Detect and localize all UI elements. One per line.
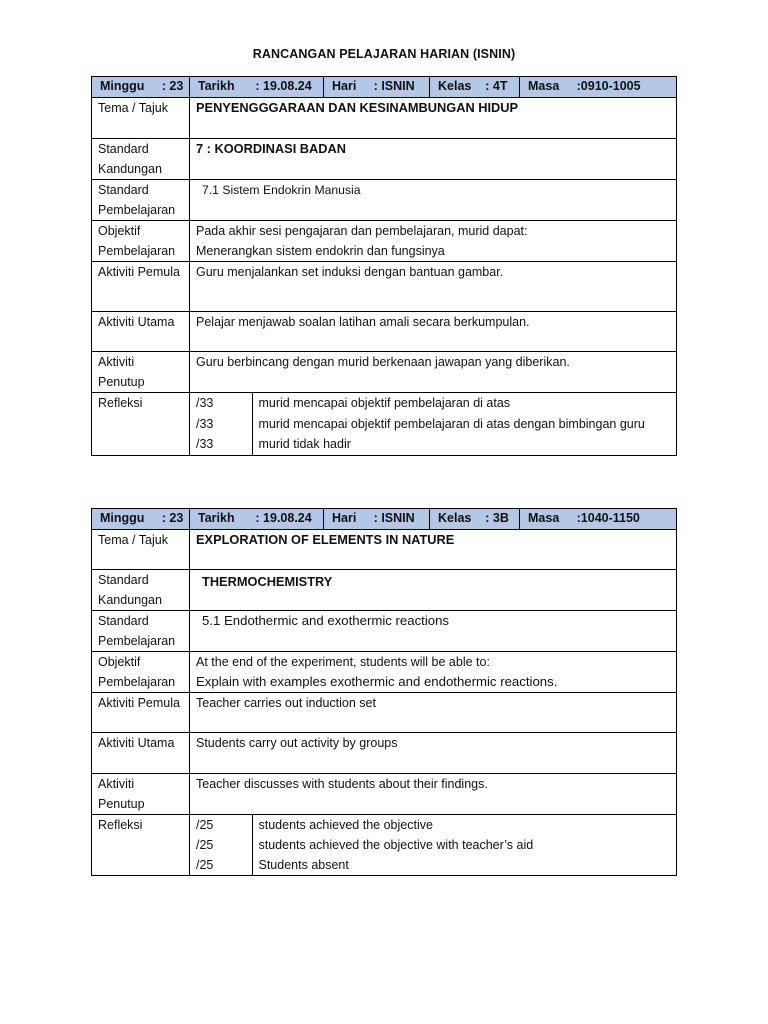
tarikh-cell: Tarikh : 19.08.24 [190, 77, 324, 98]
refleksi-count: /25 [190, 855, 252, 875]
refleksi-line [190, 414, 676, 435]
standard-pembelajaran-row [92, 611, 677, 652]
aktiviti-penutup-value: Guru berbincang dengan murid berkenaan jawapan yang diberikan. [190, 352, 677, 393]
refleksi-count: /25 [190, 815, 252, 835]
objektif-label: Objektif Pembelajaran [92, 652, 190, 693]
tema-row [92, 530, 677, 570]
standard-kandungan-value: 7 : KOORDINASI BADAN [190, 139, 677, 180]
tema-row [92, 98, 677, 139]
standard-kandungan-label: Standard Kandungan [92, 139, 190, 180]
lesson-plan-table-1 [91, 76, 677, 456]
aktiviti-utama-row [92, 312, 677, 352]
standard-pembelajaran-label: Standard Pembelajaran [92, 611, 190, 652]
refleksi-count: /25 [190, 835, 252, 855]
tema-value: PENYENGGGARAAN DAN KESINAMBUNGAN HIDUP [190, 98, 677, 139]
refleksi-text: Students absent [258, 858, 349, 872]
aktiviti-utama-value: Students carry out activity by groups [190, 733, 677, 774]
aktiviti-penutup-row [92, 352, 677, 393]
aktiviti-pemula-label: Aktiviti Pemula [92, 262, 190, 312]
plan-header-row [92, 509, 677, 530]
standard-kandungan-row [92, 139, 677, 180]
aktiviti-utama-label: Aktiviti Utama [92, 733, 190, 774]
kelas-cell: Kelas : 4T [430, 77, 520, 98]
objektif-value [190, 652, 677, 693]
objektif-text: Explain with examples exothermic and endothermic reactions. [196, 674, 558, 689]
refleksi-count: /33 [190, 434, 252, 455]
standard-pembelajaran-label: Standard Pembelajaran [92, 180, 190, 221]
refleksi-line [190, 855, 676, 875]
refleksi-text: students achieved the objective with teacher’s aid [258, 838, 534, 852]
refleksi-label: Refleksi [92, 393, 190, 456]
minggu-cell: Minggu : 23 [92, 509, 190, 530]
standard-pembelajaran-row [92, 180, 677, 221]
refleksi-count: /33 [190, 393, 252, 414]
objektif-row [92, 221, 677, 262]
standard-pembelajaran-value: 5.1 Endothermic and exothermic reactions [190, 611, 677, 652]
objektif-label: Objektif Pembelajaran [92, 221, 190, 262]
objektif-intro: At the end of the experiment, students will be able to: [196, 655, 490, 669]
refleksi-line [190, 815, 676, 835]
lesson-plan-table-2 [91, 508, 677, 876]
aktiviti-pemula-row [92, 262, 677, 312]
hari-cell: Hari : ISNIN [324, 509, 430, 530]
aktiviti-pemula-value: Guru menjalankan set induksi dengan bantuan gambar. [190, 262, 677, 312]
refleksi-line [190, 434, 676, 455]
aktiviti-penutup-label: Aktiviti Penutup [92, 352, 190, 393]
plan-header-row [92, 77, 677, 98]
standard-kandungan-row [92, 570, 677, 611]
aktiviti-utama-row [92, 733, 677, 774]
refleksi-text: students achieved the objective [258, 818, 433, 832]
aktiviti-penutup-row [92, 774, 677, 815]
refleksi-row [92, 393, 677, 456]
objektif-intro: Pada akhir sesi pengajaran dan pembelajaran, murid dapat: [196, 224, 528, 238]
minggu-cell: Minggu : 23 [92, 77, 190, 98]
aktiviti-penutup-value: Teacher discusses with students about their findings. [190, 774, 677, 815]
standard-pembelajaran-value: 7.1 Sistem Endokrin Manusia [190, 180, 677, 221]
aktiviti-utama-label: Aktiviti Utama [92, 312, 190, 352]
refleksi-line [190, 835, 676, 855]
aktiviti-pemula-value: Teacher carries out induction set [190, 693, 677, 733]
refleksi-value [190, 393, 677, 456]
refleksi-count: /33 [190, 414, 252, 435]
objektif-value [190, 221, 677, 262]
refleksi-label: Refleksi [92, 815, 190, 876]
aktiviti-penutup-label: Aktiviti Penutup [92, 774, 190, 815]
refleksi-row [92, 815, 677, 876]
refleksi-text: murid tidak hadir [258, 437, 351, 451]
aktiviti-pemula-row [92, 693, 677, 733]
objektif-text: Menerangkan sistem endokrin dan fungsinya [196, 244, 445, 258]
kelas-cell: Kelas : 3B [430, 509, 520, 530]
tema-label: Tema / Tajuk [92, 98, 190, 139]
aktiviti-utama-value: Pelajar menjawab soalan latihan amali secara berkumpulan. [190, 312, 677, 352]
masa-cell: Masa :1040-1150 [520, 509, 677, 530]
standard-kandungan-value: THERMOCHEMISTRY [190, 570, 677, 611]
tarikh-cell: Tarikh : 19.08.24 [190, 509, 324, 530]
refleksi-line [190, 393, 676, 414]
refleksi-text: murid mencapai objektif pembelajaran di atas dengan bimbingan guru [258, 416, 645, 431]
masa-cell: Masa :0910-1005 [520, 77, 677, 98]
hari-cell: Hari : ISNIN [324, 77, 430, 98]
tema-value: EXPLORATION OF ELEMENTS IN NATURE [190, 530, 677, 570]
objektif-row [92, 652, 677, 693]
standard-kandungan-label: Standard Kandungan [92, 570, 190, 611]
aktiviti-pemula-label: Aktiviti Pemula [92, 693, 190, 733]
refleksi-value [190, 815, 677, 876]
refleksi-text: murid mencapai objektif pembelajaran di atas [258, 396, 511, 410]
tema-label: Tema / Tajuk [92, 530, 190, 570]
document-title: RANCANGAN PELAJARAN HARIAN (ISNIN) [252, 47, 516, 61]
